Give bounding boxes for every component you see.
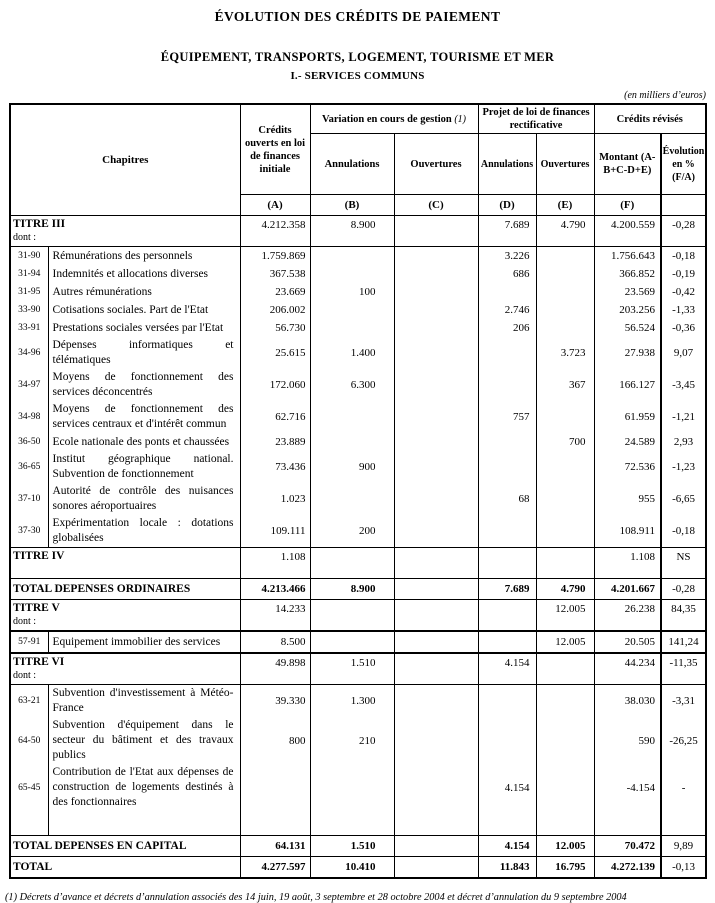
cell-e: 12.005 xyxy=(536,836,594,857)
cell-a: 1.108 xyxy=(240,548,310,579)
dont-label: dont : xyxy=(13,670,37,681)
col-letter-empty xyxy=(661,195,706,216)
cell-c xyxy=(394,301,478,319)
cell-c xyxy=(394,337,478,369)
chapter-code: 63-21 xyxy=(10,685,48,718)
col-header-chapitres: Chapitres xyxy=(10,104,240,216)
cell-g: -0,28 xyxy=(661,579,706,600)
chapter-label: Moyens de fonctionnement des services centraux et d'intérêt commun xyxy=(48,401,240,433)
cell-a: 73.436 xyxy=(240,451,310,483)
col-header-credits-initiale: Crédits ouverts en loi de finances initiale xyxy=(240,104,310,195)
chapter-code: 34-98 xyxy=(10,401,48,433)
cell-c xyxy=(394,685,478,718)
cell-a: 1.759.869 xyxy=(240,247,310,266)
chapter-label: Autorité de contrôle des nuisances sonores aéroportuaires xyxy=(48,483,240,515)
cell-f: 166.127 xyxy=(594,369,661,401)
cell-e: 3.723 xyxy=(536,337,594,369)
cell-e: 12.005 xyxy=(536,600,594,632)
cell-f: 203.256 xyxy=(594,301,661,319)
table-row xyxy=(10,247,706,266)
chapter-label: Institut géographique national. Subvention de fonctionnement xyxy=(48,451,240,483)
cell-e xyxy=(536,515,594,548)
footnote: (1) Décrets d’avance et décrets d’annulation associés des 14 juin, 19 août, 3 septembre et 28 octobre 2004 et décret d’annulation du 9 septembre 2004 xyxy=(5,892,627,903)
cell-d xyxy=(478,451,536,483)
table-row xyxy=(10,631,706,653)
cell-b: 1.300 xyxy=(310,685,394,718)
table-row xyxy=(10,319,706,337)
cell-f: 27.938 xyxy=(594,337,661,369)
cell-e: 4.790 xyxy=(536,579,594,600)
table-row xyxy=(10,451,706,483)
cell-c xyxy=(394,247,478,266)
cell-e xyxy=(536,653,594,685)
titre-cell xyxy=(10,600,240,632)
cell-a: 172.060 xyxy=(240,369,310,401)
chapter-code: 64-50 xyxy=(10,717,48,764)
cell-c xyxy=(394,216,478,247)
chapter-code: 31-90 xyxy=(10,247,48,266)
cell-b xyxy=(310,319,394,337)
cell-b: 8.900 xyxy=(310,579,394,600)
total-label: TOTAL DEPENSES ORDINAIRES xyxy=(10,579,240,600)
chapter-code: 34-97 xyxy=(10,369,48,401)
cell-e xyxy=(536,319,594,337)
col-header-annulations-d: Annulations xyxy=(478,134,536,195)
titre-label: TITRE IV xyxy=(13,550,65,562)
cell-d xyxy=(478,631,536,653)
chapter-code: 31-95 xyxy=(10,283,48,301)
cell-c xyxy=(394,717,478,764)
col-group-variation xyxy=(310,104,478,134)
table-row xyxy=(10,717,706,764)
chapter-code: 36-50 xyxy=(10,433,48,451)
cell-a: 14.233 xyxy=(240,600,310,632)
cell-e xyxy=(536,283,594,301)
cell-e: 367 xyxy=(536,369,594,401)
table-row xyxy=(10,283,706,301)
spacer-cell xyxy=(478,811,536,836)
chapter-code: 65-45 xyxy=(10,764,48,811)
chapter-label: Expérimentation locale : dotations globalisées xyxy=(48,515,240,548)
table-row xyxy=(10,548,706,579)
cell-b xyxy=(310,548,394,579)
cell-f: 955 xyxy=(594,483,661,515)
cell-f: 4.200.559 xyxy=(594,216,661,247)
table-row xyxy=(10,301,706,319)
cell-e: 12.005 xyxy=(536,631,594,653)
cell-d: 4.154 xyxy=(478,836,536,857)
cell-g: -0,19 xyxy=(661,265,706,283)
chapter-label: Dépenses informatiques et télématiques xyxy=(48,337,240,369)
cell-a: 800 xyxy=(240,717,310,764)
cell-e xyxy=(536,265,594,283)
cell-a: 56.730 xyxy=(240,319,310,337)
cell-d: 206 xyxy=(478,319,536,337)
cell-d: 4.154 xyxy=(478,764,536,811)
cell-e: 4.790 xyxy=(536,216,594,247)
cell-b xyxy=(310,301,394,319)
cell-c xyxy=(394,579,478,600)
cell-a: 4.213.466 xyxy=(240,579,310,600)
table-row xyxy=(10,401,706,433)
table-row xyxy=(10,600,706,632)
col-header-annulations-b: Annulations xyxy=(310,134,394,195)
cell-d xyxy=(478,369,536,401)
table-row xyxy=(10,515,706,548)
cell-c xyxy=(394,401,478,433)
cell-d xyxy=(478,337,536,369)
col-letter-b: (B) xyxy=(310,195,394,216)
cell-f: 38.030 xyxy=(594,685,661,718)
table-row xyxy=(10,685,706,718)
cell-d xyxy=(478,600,536,632)
chapter-code: 36-65 xyxy=(10,451,48,483)
cell-e xyxy=(536,301,594,319)
cell-c xyxy=(394,265,478,283)
col-group-credits-revises: Crédits révisés xyxy=(594,104,706,134)
chapter-code: 37-30 xyxy=(10,515,48,548)
cell-e xyxy=(536,483,594,515)
spacer-cell xyxy=(48,811,240,836)
cell-g: -11,35 xyxy=(661,653,706,685)
titre-cell xyxy=(10,548,240,579)
cell-a: 206.002 xyxy=(240,301,310,319)
cell-c xyxy=(394,600,478,632)
cell-c xyxy=(394,653,478,685)
cell-f: 70.472 xyxy=(594,836,661,857)
cell-f: 108.911 xyxy=(594,515,661,548)
cell-f: -4.154 xyxy=(594,764,661,811)
cell-c xyxy=(394,433,478,451)
section-title: I.- SERVICES COMMUNS xyxy=(290,70,425,82)
cell-d: 3.226 xyxy=(478,247,536,266)
cell-f: 20.505 xyxy=(594,631,661,653)
cell-f: 24.589 xyxy=(594,433,661,451)
cell-g: -0,18 xyxy=(661,515,706,548)
spacer-cell xyxy=(310,811,394,836)
cell-a: 4.212.358 xyxy=(240,216,310,247)
col-header-montant: Montant (A-B+C-D+E) xyxy=(594,134,661,195)
chapter-code: 33-90 xyxy=(10,301,48,319)
cell-b xyxy=(310,483,394,515)
cell-f: 26.238 xyxy=(594,600,661,632)
chapter-code: 33-91 xyxy=(10,319,48,337)
cell-a: 25.615 xyxy=(240,337,310,369)
cell-d: 4.154 xyxy=(478,653,536,685)
titre-label: TITRE VI xyxy=(13,656,65,668)
cell-f: 72.536 xyxy=(594,451,661,483)
cell-d: 2.746 xyxy=(478,301,536,319)
titre-label: TITRE III xyxy=(13,218,66,230)
cell-b xyxy=(310,247,394,266)
table-body xyxy=(10,216,706,879)
cell-a: 64.131 xyxy=(240,836,310,857)
cell-a: 8.500 xyxy=(240,631,310,653)
cell-c xyxy=(394,283,478,301)
cell-a: 23.889 xyxy=(240,433,310,451)
unit-note: (en milliers d’euros) xyxy=(624,90,706,101)
chapter-code: 34-96 xyxy=(10,337,48,369)
cell-g: -1,21 xyxy=(661,401,706,433)
cell-g: 9,07 xyxy=(661,337,706,369)
cell-g: -0,36 xyxy=(661,319,706,337)
spacer-cell xyxy=(661,811,706,836)
cell-g: NS xyxy=(661,548,706,579)
cell-b: 100 xyxy=(310,283,394,301)
cell-e xyxy=(536,685,594,718)
cell-e xyxy=(536,717,594,764)
cell-d: 7.689 xyxy=(478,216,536,247)
spacer-cell xyxy=(394,811,478,836)
chapter-label: Equipement immobilier des services xyxy=(48,631,240,653)
dont-label: dont : xyxy=(13,616,37,627)
table-row xyxy=(10,857,706,879)
chapter-label: Indemnités et allocations diverses xyxy=(48,265,240,283)
cell-g: -26,25 xyxy=(661,717,706,764)
page-subtitle: ÉQUIPEMENT, TRANSPORTS, LOGEMENT, TOURISME ET MER xyxy=(160,50,555,64)
titre-cell xyxy=(10,653,240,685)
cell-e xyxy=(536,247,594,266)
table-row xyxy=(10,216,706,247)
chapter-label: Ecole nationale des ponts et chaussées xyxy=(48,433,240,451)
cell-a: 39.330 xyxy=(240,685,310,718)
cell-g: -0,28 xyxy=(661,216,706,247)
chapter-code: 31-94 xyxy=(10,265,48,283)
cell-d: 757 xyxy=(478,401,536,433)
spacer-cell xyxy=(240,811,310,836)
col-letter-e: (E) xyxy=(536,195,594,216)
cell-c xyxy=(394,631,478,653)
cell-c xyxy=(394,857,478,879)
col-header-ouvertures-c: Ouvertures xyxy=(394,134,478,195)
cell-b: 200 xyxy=(310,515,394,548)
cell-b: 10.410 xyxy=(310,857,394,879)
cell-g: 84,35 xyxy=(661,600,706,632)
cell-f: 1.108 xyxy=(594,548,661,579)
footnote-ref-icon: (1) xyxy=(454,113,466,125)
cell-e xyxy=(536,451,594,483)
table-row xyxy=(10,579,706,600)
table-row xyxy=(10,653,706,685)
cell-a: 4.277.597 xyxy=(240,857,310,879)
chapter-code: 57-91 xyxy=(10,631,48,653)
cell-a: 23.669 xyxy=(240,283,310,301)
cell-d xyxy=(478,283,536,301)
cell-g: -1,23 xyxy=(661,451,706,483)
cell-f: 590 xyxy=(594,717,661,764)
cell-c xyxy=(394,451,478,483)
cell-d xyxy=(478,433,536,451)
chapter-code: 37-10 xyxy=(10,483,48,515)
cell-f: 56.524 xyxy=(594,319,661,337)
col-letter-d: (D) xyxy=(478,195,536,216)
cell-e: 700 xyxy=(536,433,594,451)
cell-c xyxy=(394,319,478,337)
chapter-label: Cotisations sociales. Part de l'Etat xyxy=(48,301,240,319)
cell-c xyxy=(394,515,478,548)
cell-f: 366.852 xyxy=(594,265,661,283)
spacer-cell xyxy=(536,811,594,836)
cell-g: -3,31 xyxy=(661,685,706,718)
cell-a: 1.023 xyxy=(240,483,310,515)
budget-table xyxy=(9,103,707,879)
cell-d: 686 xyxy=(478,265,536,283)
table-row xyxy=(10,369,706,401)
spacer-cell xyxy=(10,811,48,836)
cell-d xyxy=(478,717,536,764)
cell-c xyxy=(394,369,478,401)
cell-f: 44.234 xyxy=(594,653,661,685)
cell-a xyxy=(240,764,310,811)
titre-label: TITRE V xyxy=(13,602,60,614)
cell-g: 141,24 xyxy=(661,631,706,653)
total-label: TOTAL xyxy=(10,857,240,879)
cell-c xyxy=(394,836,478,857)
chapter-label: Rémunérations des personnels xyxy=(48,247,240,266)
cell-e xyxy=(536,401,594,433)
cell-g: 2,93 xyxy=(661,433,706,451)
cell-b xyxy=(310,401,394,433)
cell-g: 9,89 xyxy=(661,836,706,857)
cell-a: 49.898 xyxy=(240,653,310,685)
cell-b xyxy=(310,265,394,283)
cell-b: 210 xyxy=(310,717,394,764)
cell-g: -6,65 xyxy=(661,483,706,515)
cell-b xyxy=(310,433,394,451)
page-title: ÉVOLUTION DES CRÉDITS DE PAIEMENT xyxy=(214,9,501,24)
col-letter-c: (C) xyxy=(394,195,478,216)
col-group-plfr: Projet de loi de finances rectificative xyxy=(478,104,594,134)
cell-d: 68 xyxy=(478,483,536,515)
titre-cell xyxy=(10,216,240,247)
cell-f: 23.569 xyxy=(594,283,661,301)
table-row xyxy=(10,265,706,283)
chapter-label: Subvention d'équipement dans le secteur du bâtiment et des travaux publics xyxy=(48,717,240,764)
cell-a: 109.111 xyxy=(240,515,310,548)
chapter-label: Moyens de fonctionnement des services déconcentrés xyxy=(48,369,240,401)
cell-d xyxy=(478,548,536,579)
cell-d xyxy=(478,515,536,548)
spacer-cell xyxy=(594,811,661,836)
cell-g: -0,42 xyxy=(661,283,706,301)
total-label: TOTAL DEPENSES EN CAPITAL xyxy=(10,836,240,857)
table-row xyxy=(10,811,706,836)
cell-b: 1.510 xyxy=(310,836,394,857)
cell-b xyxy=(310,631,394,653)
col-header-ouvertures-e: Ouvertures xyxy=(536,134,594,195)
cell-f: 1.756.643 xyxy=(594,247,661,266)
col-group-variation-label: Variation en cours de gestion xyxy=(322,113,455,125)
cell-b: 6.300 xyxy=(310,369,394,401)
table-row xyxy=(10,836,706,857)
cell-c xyxy=(394,548,478,579)
cell-f: 4.201.667 xyxy=(594,579,661,600)
cell-g: - xyxy=(661,764,706,811)
cell-e xyxy=(536,548,594,579)
cell-b: 1.510 xyxy=(310,653,394,685)
cell-f: 4.272.139 xyxy=(594,857,661,879)
chapter-label: Autres rémunérations xyxy=(48,283,240,301)
table-row xyxy=(10,483,706,515)
cell-c xyxy=(394,764,478,811)
cell-d xyxy=(478,685,536,718)
col-letter-f: (F) xyxy=(594,195,661,216)
chapter-label: Prestations sociales versées par l'Etat xyxy=(48,319,240,337)
cell-a: 62.716 xyxy=(240,401,310,433)
table-row xyxy=(10,764,706,811)
table-row xyxy=(10,433,706,451)
cell-g: -0,18 xyxy=(661,247,706,266)
chapter-label: Subvention d'investissement à Météo-France xyxy=(48,685,240,718)
cell-e xyxy=(536,764,594,811)
cell-b: 900 xyxy=(310,451,394,483)
dont-label xyxy=(11,564,240,576)
cell-b: 1.400 xyxy=(310,337,394,369)
cell-g: -3,45 xyxy=(661,369,706,401)
col-header-evolution: Évolution en % (F/A) xyxy=(661,134,706,195)
chapter-label: Contribution de l'Etat aux dépenses de construction de logements destinés à des fonctionnaires xyxy=(48,764,240,811)
table-row xyxy=(10,337,706,369)
cell-a: 367.538 xyxy=(240,265,310,283)
cell-d: 11.843 xyxy=(478,857,536,879)
cell-e: 16.795 xyxy=(536,857,594,879)
cell-d: 7.689 xyxy=(478,579,536,600)
cell-b xyxy=(310,600,394,632)
dont-label: dont : xyxy=(13,232,37,243)
cell-f: 61.959 xyxy=(594,401,661,433)
cell-g: -0,13 xyxy=(661,857,706,879)
col-letter-a: (A) xyxy=(240,195,310,216)
cell-b: 8.900 xyxy=(310,216,394,247)
cell-g: -1,33 xyxy=(661,301,706,319)
cell-b xyxy=(310,764,394,811)
cell-c xyxy=(394,483,478,515)
